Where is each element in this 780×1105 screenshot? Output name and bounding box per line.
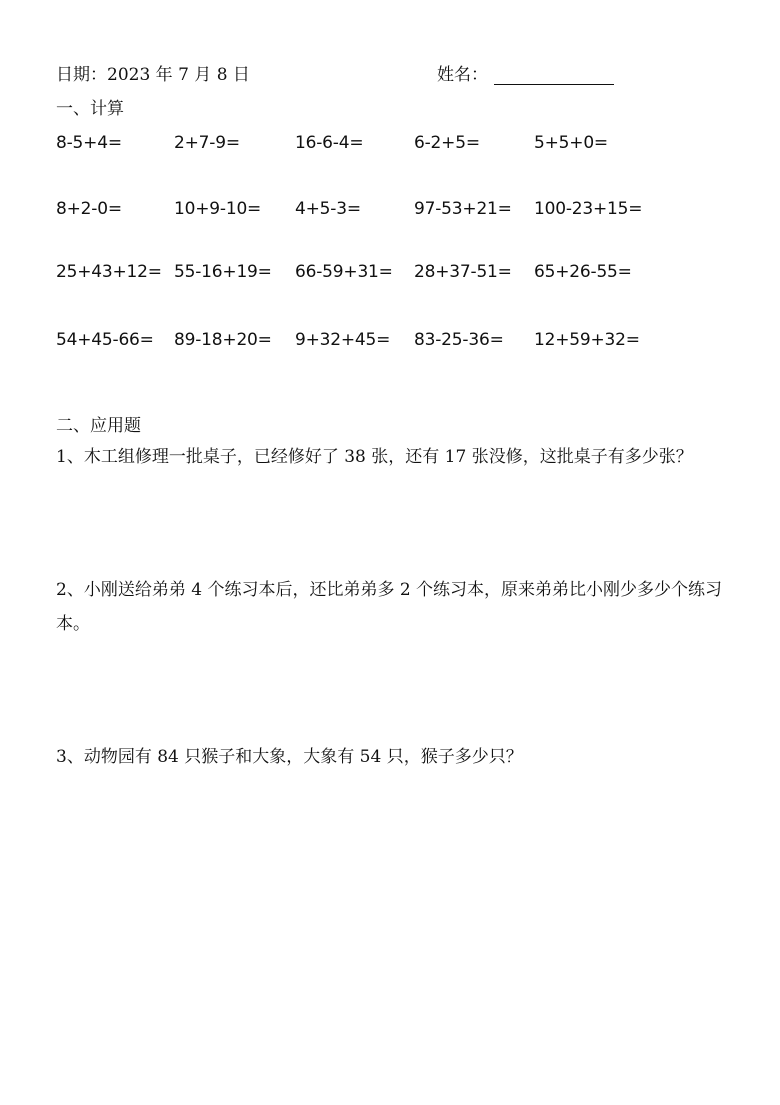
calc-problem: 55-16+19= [174, 262, 272, 282]
calc-problem: 66-59+31= [295, 262, 393, 282]
calc-problem: 83-25-36= [414, 330, 504, 350]
calc-problem: 28+37-51= [414, 262, 512, 282]
calc-problem: 100-23+15= [534, 199, 643, 219]
calc-problem: 54+45-66= [56, 330, 154, 350]
calc-problem: 4+5-3= [295, 199, 361, 219]
calc-problem: 12+59+32= [534, 330, 640, 350]
name-blank-line [494, 84, 614, 85]
calc-problem: 25+43+12= [56, 262, 162, 282]
calc-problem: 2+7-9= [174, 133, 240, 153]
calc-problem: 5+5+0= [534, 133, 608, 153]
date-label: 日期：2023 年 7 月 8 日 [56, 65, 250, 85]
section-title-calculation: 一、计算 [56, 99, 124, 119]
word-problem-1: 1、木工组修理一批桌子，已经修好了 38 张，还有 17 张没修，这批桌子有多少张？ [56, 447, 693, 467]
calc-problem: 9+32+45= [295, 330, 391, 350]
calc-problem: 89-18+20= [174, 330, 272, 350]
calc-row [56, 328, 696, 352]
calc-row [56, 197, 696, 221]
section-title-word-problems: 二、应用题 [56, 416, 141, 436]
calc-row [56, 260, 696, 284]
calc-row [56, 131, 696, 155]
calc-problem: 10+9-10= [174, 199, 262, 219]
calc-problem: 8+2-0= [56, 199, 122, 219]
calc-problem: 8-5+4= [56, 133, 122, 153]
calc-problem: 16-6-4= [295, 133, 364, 153]
calc-problem: 97-53+21= [414, 199, 512, 219]
calc-problem: 6-2+5= [414, 133, 480, 153]
word-problem-2: 2、小刚送给弟弟 4 个练习本后，还比弟弟多 2 个练习本，原来弟弟比小刚少多少个练习本。 [56, 580, 723, 634]
calc-problem: 65+26-55= [534, 262, 632, 282]
name-label: 姓名： [437, 65, 488, 85]
word-problem-3: 3、动物园有 84 只猴子和大象，大象有 54 只，猴子多少只？ [56, 747, 523, 767]
